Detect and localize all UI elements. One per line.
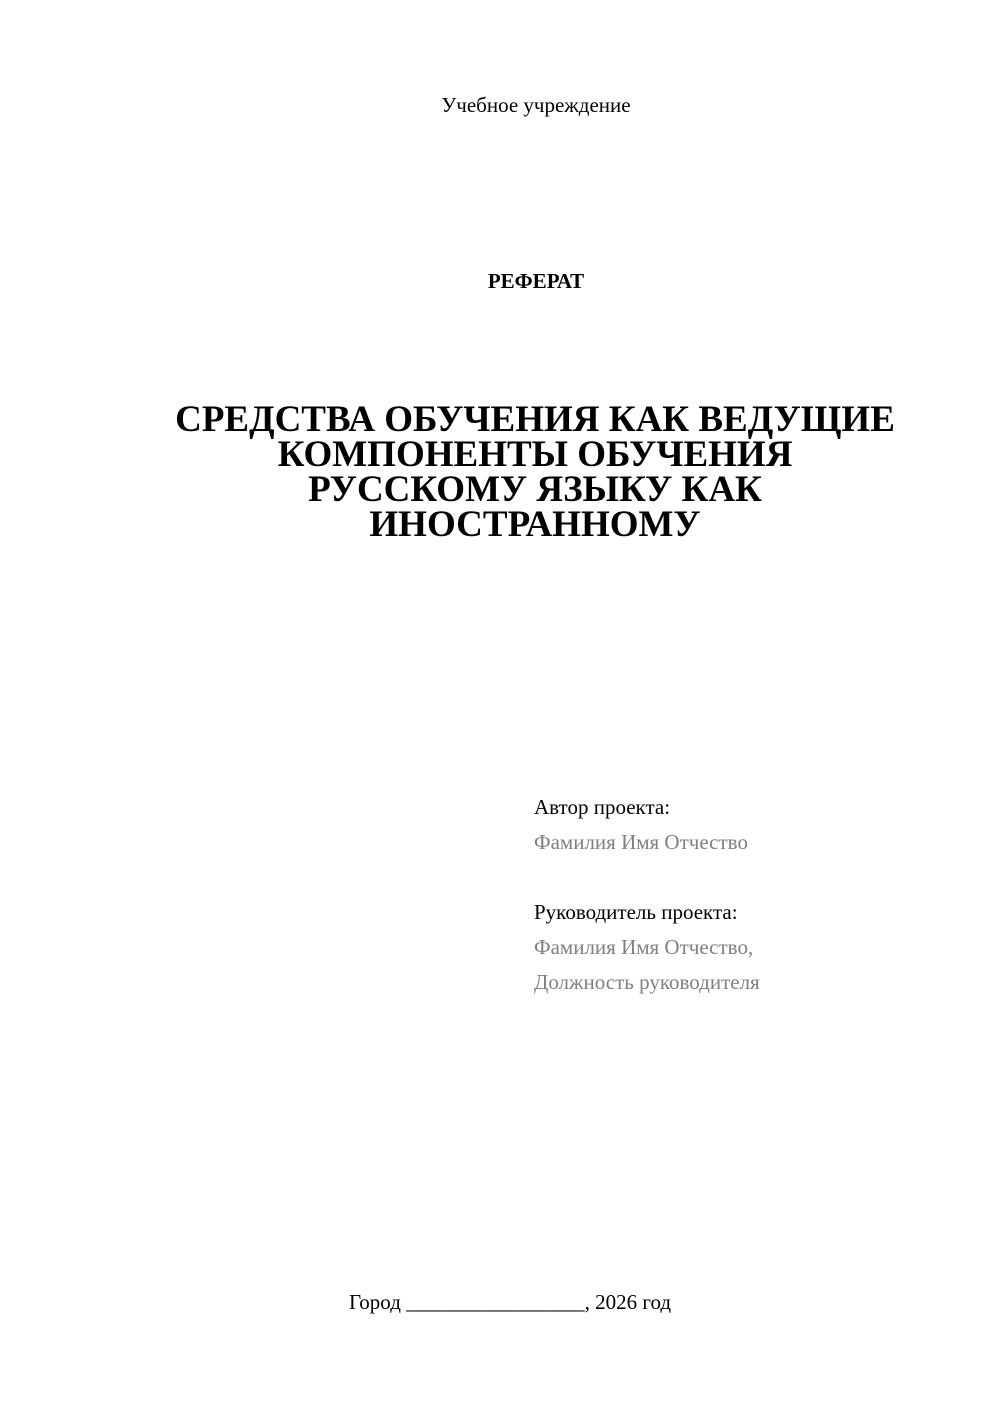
supervisor-label: Руководитель проекта: bbox=[534, 900, 738, 924]
title-line: ИНОСТРАННОМУ bbox=[369, 504, 701, 545]
supervisor-name: Фамилия Имя Отчество, bbox=[534, 935, 754, 959]
document-type: РЕФЕРАТ bbox=[487, 269, 585, 293]
author-label: Автор проекта: bbox=[534, 795, 671, 819]
spacer bbox=[534, 860, 760, 895]
supervisor-position: Должность руководителя bbox=[534, 970, 760, 994]
document-title bbox=[140, 399, 930, 545]
city-year: Город _________________, 2026 год bbox=[349, 1290, 672, 1314]
title-line: КОМПОНЕНТЫ ОБУЧЕНИЯ bbox=[277, 434, 793, 475]
author-name: Фамилия Имя Отчество bbox=[534, 830, 748, 854]
title-line: РУССКОМУ ЯЗЫКУ КАК bbox=[308, 469, 762, 510]
credits-block bbox=[534, 790, 760, 1000]
title-line: СРЕДСТВА ОБУЧЕНИЯ КАК ВЕДУЩИЕ bbox=[175, 399, 895, 440]
institution-name: Учебное учреждение bbox=[441, 93, 631, 117]
